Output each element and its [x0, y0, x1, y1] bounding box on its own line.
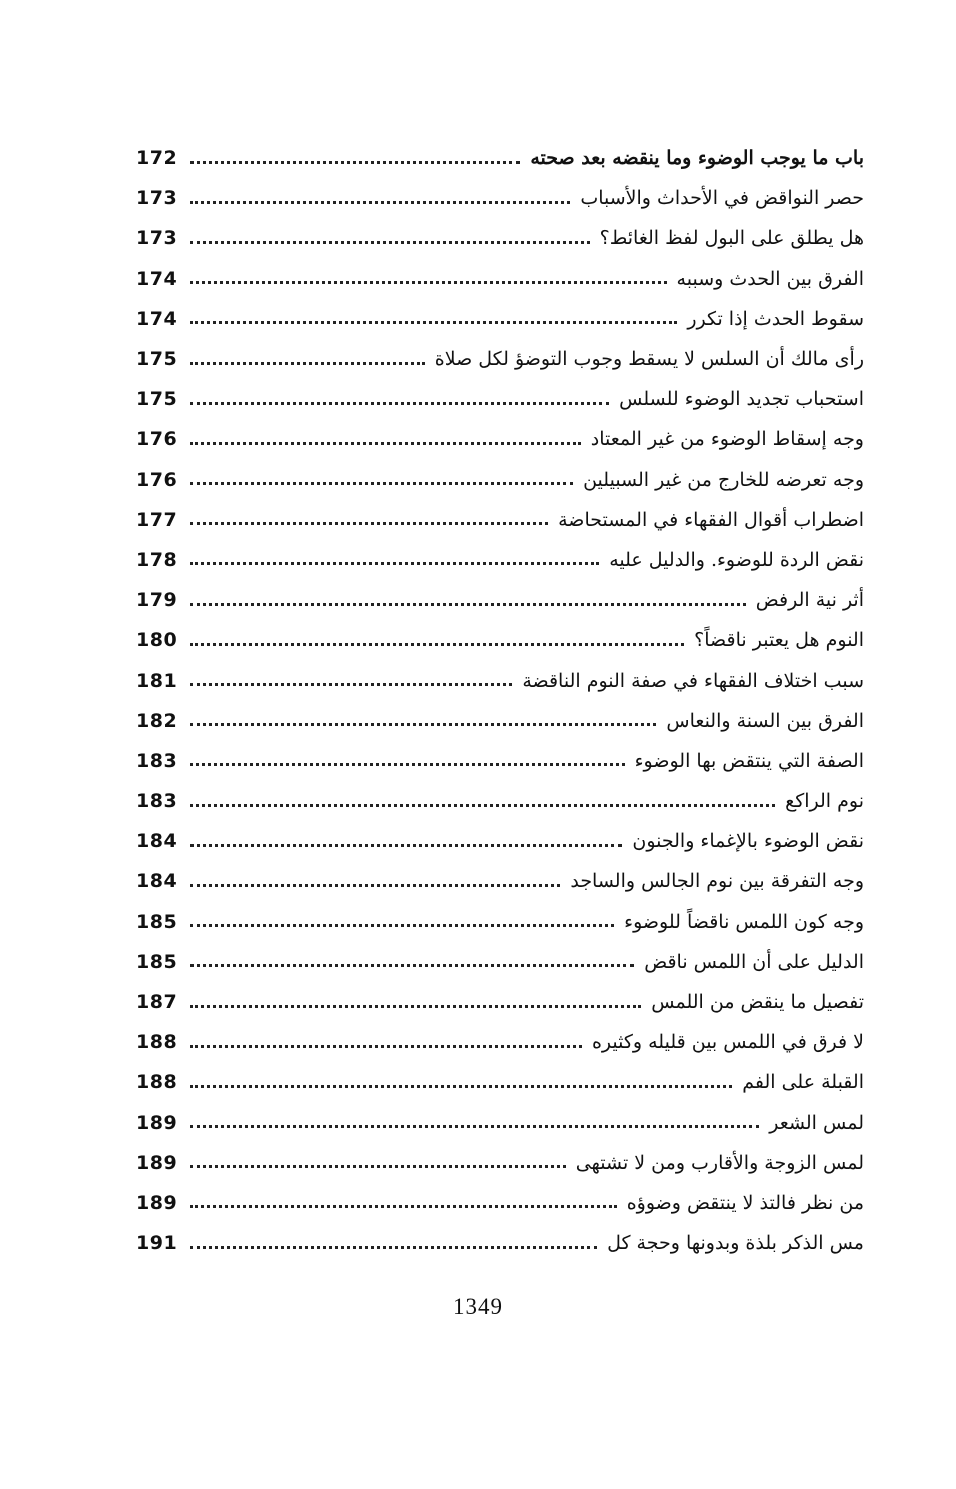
- toc-entry-page: 184: [136, 870, 178, 893]
- toc-entry-page: 180: [136, 629, 178, 652]
- dot-leader: [190, 844, 622, 847]
- toc-entry-title: رأى مالك أن السلس لا يسقط وجوب التوضؤ لكل صلاة: [434, 348, 864, 371]
- toc-entry-title: الصفة التي ينتقض بها الوضوء: [634, 749, 864, 772]
- toc-entry-title: باب ما يوجب الوضوء وما ينقضه بعد صحته: [530, 147, 864, 170]
- dot-leader: [190, 321, 677, 324]
- toc-entry-page: 191: [136, 1232, 178, 1255]
- toc-entry: [136, 660, 864, 700]
- toc-entry: [136, 1062, 864, 1102]
- toc-entry-page: 182: [136, 709, 178, 732]
- toc-entry-title: هل يطلق على البول لفظ الغائط؟: [599, 227, 864, 250]
- dot-leader: [190, 482, 573, 485]
- toc-entry: [136, 620, 864, 660]
- toc-entry-title: النوم هل يعتبر ناقضاً؟: [694, 629, 864, 652]
- dot-leader: [190, 643, 684, 646]
- toc-entry-page: 189: [136, 1151, 178, 1174]
- toc-entry-page: 178: [136, 548, 178, 571]
- toc-entry-title: القبلة على الفم: [742, 1071, 864, 1094]
- dot-leader: [190, 763, 625, 766]
- toc-entry-page: 173: [136, 227, 178, 250]
- toc-entry-page: 183: [136, 790, 178, 813]
- toc-entry-page: 179: [136, 589, 178, 612]
- toc-entry-title: لا فرق في اللمس بين قليله وكثيره: [591, 1031, 864, 1054]
- dot-leader: [190, 201, 570, 204]
- toc-entry-title: سقوط الحدث إذا تكرر: [687, 307, 864, 330]
- toc-entry-title: تفصيل ما ينقض من اللمس: [651, 991, 864, 1014]
- dot-leader: [190, 1205, 617, 1208]
- toc-entry-title: حصر النواقض في الأحداث والأسباب: [580, 187, 864, 210]
- dot-leader: [190, 924, 614, 927]
- toc-entry-page: 184: [136, 830, 178, 853]
- toc-entry: [136, 982, 864, 1022]
- toc-entry-title: نوم الراكع: [785, 790, 864, 813]
- toc-entry-title: الفرق بين الحدث وسببه: [676, 267, 864, 290]
- toc-entry: [136, 902, 864, 942]
- toc-entry-page: 187: [136, 991, 178, 1014]
- toc-entry: [136, 178, 864, 218]
- dot-leader: [190, 1165, 566, 1168]
- toc-entry-title: وجه إسقاط الوضوء من غير المعتاد: [590, 428, 864, 451]
- toc-entry: [136, 138, 864, 178]
- page-number: 1349: [453, 1294, 503, 1319]
- toc-entry-title: نقض الوضوء بالإغماء والجنون: [632, 830, 864, 853]
- dot-leader: [190, 1005, 641, 1008]
- toc-entry: [136, 1143, 864, 1183]
- dot-leader: [190, 964, 634, 967]
- toc-entry-title: اضطراب أقوال الفقهاء في المستحاضة: [558, 508, 864, 531]
- toc-entry: [136, 419, 864, 459]
- toc-entry: [136, 1103, 864, 1143]
- toc-entry-page: 176: [136, 428, 178, 451]
- toc-entry-page: 173: [136, 187, 178, 210]
- toc-entry-page: 185: [136, 950, 178, 973]
- dot-leader: [190, 442, 581, 445]
- toc-entry: [136, 741, 864, 781]
- toc-entry-title: مس الذكر بلذة وبدونها وحجة كل: [607, 1232, 864, 1255]
- toc-entry-title: سبب اختلاف الفقهاء في صفة النوم الناقضة: [522, 669, 864, 692]
- toc-entry: [136, 1223, 864, 1263]
- dot-leader: [190, 884, 560, 887]
- table-of-contents: [136, 138, 864, 1263]
- dot-leader: [190, 402, 609, 405]
- toc-entry: [136, 701, 864, 741]
- toc-entry: [136, 379, 864, 419]
- toc-entry-page: 175: [136, 348, 178, 371]
- toc-entry: [136, 218, 864, 258]
- toc-entry-title: الدليل على أن اللمس ناقض: [644, 950, 864, 973]
- toc-entry-page: 183: [136, 749, 178, 772]
- toc-entry-page: 176: [136, 468, 178, 491]
- toc-entry-page: 177: [136, 508, 178, 531]
- toc-entry: [136, 460, 864, 500]
- toc-entry: [136, 500, 864, 540]
- toc-entry-page: 172: [136, 147, 178, 170]
- dot-leader: [190, 1045, 582, 1048]
- toc-entry-page: 188: [136, 1031, 178, 1054]
- toc-entry: [136, 580, 864, 620]
- dot-leader: [190, 1085, 732, 1088]
- dot-leader: [190, 804, 775, 807]
- toc-entry: [136, 781, 864, 821]
- toc-entry-page: 181: [136, 669, 178, 692]
- toc-entry: [136, 1183, 864, 1223]
- toc-entry-title: لمس الشعر: [769, 1111, 864, 1134]
- toc-entry-title: الفرق بين السنة والنعاس: [666, 709, 864, 732]
- toc-entry: [136, 861, 864, 901]
- dot-leader: [190, 723, 656, 726]
- toc-entry: [136, 299, 864, 339]
- toc-entry-title: وجه التفرقة بين نوم الجالس والساجد: [570, 870, 864, 893]
- dot-leader: [190, 522, 548, 525]
- toc-entry-title: وجه تعرضه للخارج من غير السبيلين: [583, 468, 864, 491]
- dot-leader: [190, 281, 667, 284]
- toc-entry: [136, 821, 864, 861]
- dot-leader: [190, 603, 746, 606]
- toc-entry-page: 185: [136, 910, 178, 933]
- toc-entry-title: نقض الردة للوضوء. والدليل عليه: [609, 548, 864, 571]
- dot-leader: [190, 1246, 597, 1249]
- toc-entry-title: لمس الزوجة والأقارب ومن لا تشتهى: [575, 1151, 864, 1174]
- toc-entry-page: 189: [136, 1191, 178, 1214]
- toc-entry: [136, 540, 864, 580]
- toc-entry-title: أثر نية الرفض: [755, 589, 864, 612]
- toc-entry-page: 174: [136, 267, 178, 290]
- dot-leader: [190, 683, 512, 686]
- dot-leader: [190, 562, 599, 565]
- dot-leader: [190, 362, 425, 365]
- toc-entry-page: 174: [136, 307, 178, 330]
- toc-entry-title: استحباب تجديد الوضوء للسلس: [619, 388, 864, 411]
- dot-leader: [190, 161, 520, 164]
- toc-entry-page: 175: [136, 388, 178, 411]
- toc-entry: [136, 339, 864, 379]
- toc-entry: [136, 1022, 864, 1062]
- toc-entry-page: 188: [136, 1071, 178, 1094]
- toc-entry: [136, 259, 864, 299]
- toc-entry: [136, 942, 864, 982]
- toc-entry-page: 189: [136, 1111, 178, 1134]
- toc-entry-title: من نظر فالتذ لا ينتقض وضوؤه: [626, 1191, 864, 1214]
- dot-leader: [190, 1125, 759, 1128]
- toc-entry-title: وجه كون اللمس ناقضاً للوضوء: [624, 910, 864, 933]
- dot-leader: [190, 241, 590, 244]
